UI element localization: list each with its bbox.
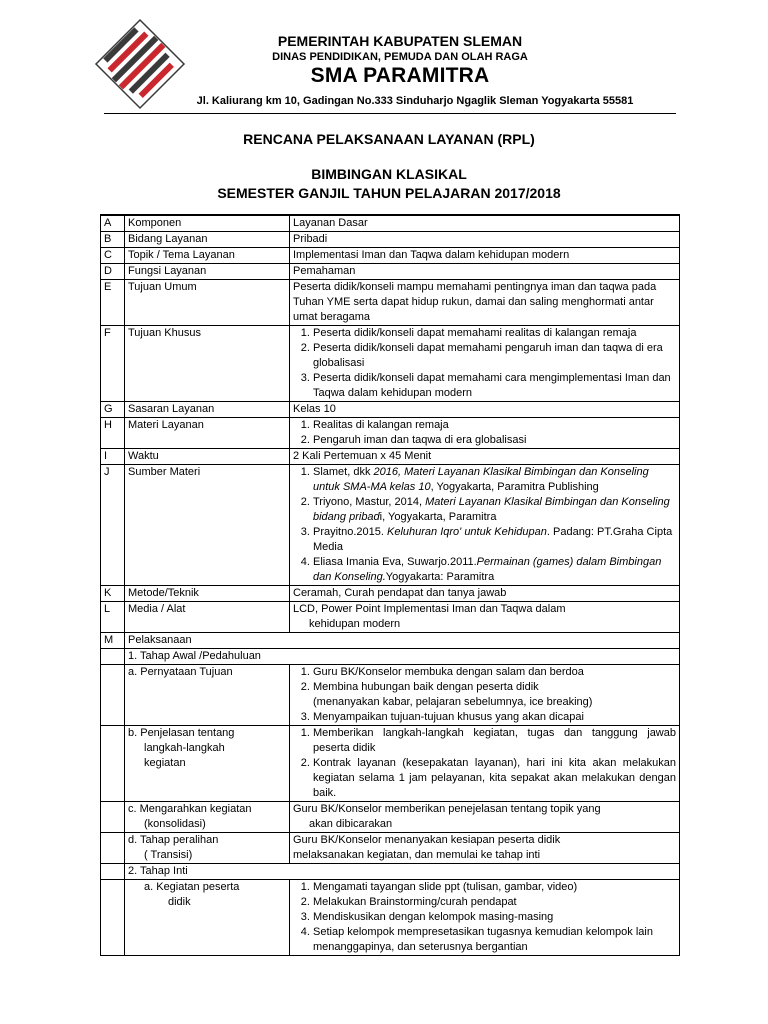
stage-heading: 2. Tahap Inti — [125, 864, 680, 880]
row-value — [290, 418, 680, 449]
row-label: Sasaran Layanan — [125, 402, 290, 418]
table-row — [101, 864, 680, 880]
list-item: 2. Pengaruh iman dan taqwa di era globalisasi — [313, 433, 676, 448]
table-row — [101, 215, 680, 232]
row-label: Media / Alat — [125, 602, 290, 633]
row-label: Pelaksanaan — [125, 633, 680, 649]
list-item: 2. Peserta didik/konseli dapat memahami pengaruh iman dan taqwa di era globalisasi — [313, 341, 676, 371]
row-code: A — [101, 215, 125, 232]
document-title: RENCANA PELAKSANAAN LAYANAN (RPL) — [243, 131, 535, 147]
row-label: Topik / Tema Layanan — [125, 248, 290, 264]
list-item: 3. Mendiskusikan dengan kelompok masing-masing — [313, 910, 676, 925]
document-semester: SEMESTER GANJIL TAHUN PELAJARAN 2017/2018 — [217, 185, 561, 201]
header-department: DINAS PENDIDIKAN, PEMUDA DAN OLAH RAGA — [272, 51, 528, 63]
row-value: Layanan Dasar — [290, 215, 680, 232]
row-value: Ceramah, Curah pendapat dan tanya jawab — [290, 586, 680, 602]
step-value — [290, 726, 680, 802]
step-label: b. Penjelasan tentang langkah-langkah kegiatan — [125, 726, 290, 802]
row-code: F — [101, 326, 125, 402]
list-item: 2. Melakukan Brainstorming/curah pendapat — [313, 895, 676, 910]
table-row — [101, 232, 680, 248]
list-item: 2. Kontrak layanan (kesepakatan layanan), hari ini kita akan melakukan kegiatan selama 1 jam pelayanan, kita sepakat akan melakukan dengan baik. — [313, 756, 676, 801]
list-item: 1. Peserta didik/konseli dapat memahami realitas di kalangan remaja — [313, 326, 676, 341]
table-row — [101, 264, 680, 280]
reference-item: 1. Slamet, dkk 2016, Materi Layanan Klasikal Bimbingan dan Konseling untuk SMA-MA kelas 10, Yogyakarta, Paramitra Publishing — [313, 465, 676, 495]
row-label: Materi Layanan — [125, 418, 290, 449]
list-item: 3. Peserta didik/konseli dapat memahami cara mengimplementasi Iman dan Taqwa dalam kehidupan modern — [313, 371, 676, 401]
table-row — [101, 602, 680, 633]
stage-heading: 1. Tahap Awal /Pedahuluan — [125, 649, 680, 665]
reference-item: 3. Prayitno.2015. Keluhuran Iqro' untuk Kehidupan. Padang: PT.Graha Cipta Media — [313, 525, 676, 555]
row-value — [290, 326, 680, 402]
row-label: Waktu — [125, 449, 290, 465]
row-value: Peserta didik/konseli mampu memahami pentingnya iman dan taqwa pada Tuhan YME serta dapat hidup rukun, damai dan saling menghormati antar umat beragama — [290, 280, 680, 326]
table-row — [101, 802, 680, 833]
row-code: E — [101, 280, 125, 326]
table-row — [101, 665, 680, 726]
row-label: Metode/Teknik — [125, 586, 290, 602]
row-code: I — [101, 449, 125, 465]
step-label: a. Pernyataan Tujuan — [125, 665, 290, 726]
step-value — [290, 880, 680, 956]
table-row — [101, 880, 680, 956]
row-label: Tujuan Khusus — [125, 326, 290, 402]
step-label: a. Kegiatan peserta didik — [125, 880, 290, 956]
table-row — [101, 326, 680, 402]
list-item: 1. Mengamati tayangan slide ppt (tulisan, gambar, video) — [313, 880, 676, 895]
row-value: Pribadi — [290, 232, 680, 248]
reference-item: 4. Eliasa Imania Eva, Suwarjo.2011.Permainan (games) dalam Bimbingan dan Konseling.Yogyakarta: Paramitra — [313, 555, 676, 585]
row-label: Komponen — [125, 215, 290, 232]
table-row — [101, 248, 680, 264]
reference-item: 2. Triyono, Mastur, 2014, Materi Layanan Klasikal Bimbingan dan Konseling bidang pribadi, Yogyakarta, Paramitra — [313, 495, 676, 525]
table-row — [101, 726, 680, 802]
header-divider — [104, 113, 676, 114]
row-label: Fungsi Layanan — [125, 264, 290, 280]
row-code: C — [101, 248, 125, 264]
header-address: Jl. Kaliurang km 10, Gadingan No.333 Sinduharjo Ngaglik Sleman Yogyakarta 55581 — [196, 95, 634, 107]
row-code: D — [101, 264, 125, 280]
step-label: d. Tahap peralihan ( Transisi) — [125, 833, 290, 864]
table-row — [101, 633, 680, 649]
rpl-table — [100, 214, 680, 956]
table-row — [101, 833, 680, 864]
row-code: G — [101, 402, 125, 418]
list-item: 1. Guru BK/Konselor membuka dengan salam dan berdoa — [313, 665, 676, 680]
row-value: Pemahaman — [290, 264, 680, 280]
row-value: Implementasi Iman dan Taqwa dalam kehidupan modern — [290, 248, 680, 264]
list-item: 1. Memberikan langkah-langkah kegiatan, tugas dan tanggung jawab peserta didik — [313, 726, 676, 756]
row-code: J — [101, 465, 125, 586]
header-school-name: SMA PARAMITRA — [310, 64, 490, 87]
row-label: Sumber Materi — [125, 465, 290, 586]
row-code: M — [101, 633, 125, 649]
row-label: Tujuan Umum — [125, 280, 290, 326]
step-label: c. Mengarahkan kegiatan (konsolidasi) — [125, 802, 290, 833]
list-item: 4. Setiap kelompok mempresetasikan tugasnya kemudian kelompok lain menanggapinya, dan seterusnya bergantian — [313, 925, 676, 955]
document-subtitle: BIMBINGAN KLASIKAL — [311, 166, 467, 182]
row-label: Bidang Layanan — [125, 232, 290, 248]
row-code: L — [101, 602, 125, 633]
row-value: Kelas 10 — [290, 402, 680, 418]
step-value: Guru BK/Konselor memberikan penejelasan tentang topik yang akan dibicarakan — [290, 802, 680, 833]
list-item: 1. Realitas di kalangan remaja — [313, 418, 676, 433]
header-government: PEMERINTAH KABUPATEN SLEMAN — [277, 33, 523, 49]
table-row — [101, 586, 680, 602]
table-row — [101, 649, 680, 665]
table-row — [101, 402, 680, 418]
table-row — [101, 418, 680, 449]
table-row — [101, 465, 680, 586]
row-value: LCD, Power Point Implementasi Iman dan Taqwa dalam kehidupan modern — [290, 602, 680, 633]
row-value: 2 Kali Pertemuan x 45 Menit — [290, 449, 680, 465]
list-item: 2. Membina hubungan baik dengan peserta didik (menanyakan kabar, pelajaran sebelumnya, ice breaking) — [313, 680, 676, 710]
row-value — [290, 465, 680, 586]
row-code: H — [101, 418, 125, 449]
step-value — [290, 665, 680, 726]
row-code: B — [101, 232, 125, 248]
table-row — [101, 280, 680, 326]
table-row — [101, 449, 680, 465]
list-item: 3. Menyampaikan tujuan-tujuan khusus yang akan dicapai — [313, 710, 676, 725]
step-value: Guru BK/Konselor menanyakan kesiapan peserta didik melaksanakan kegiatan, dan memulai ke tahap inti — [290, 833, 680, 864]
row-code: K — [101, 586, 125, 602]
